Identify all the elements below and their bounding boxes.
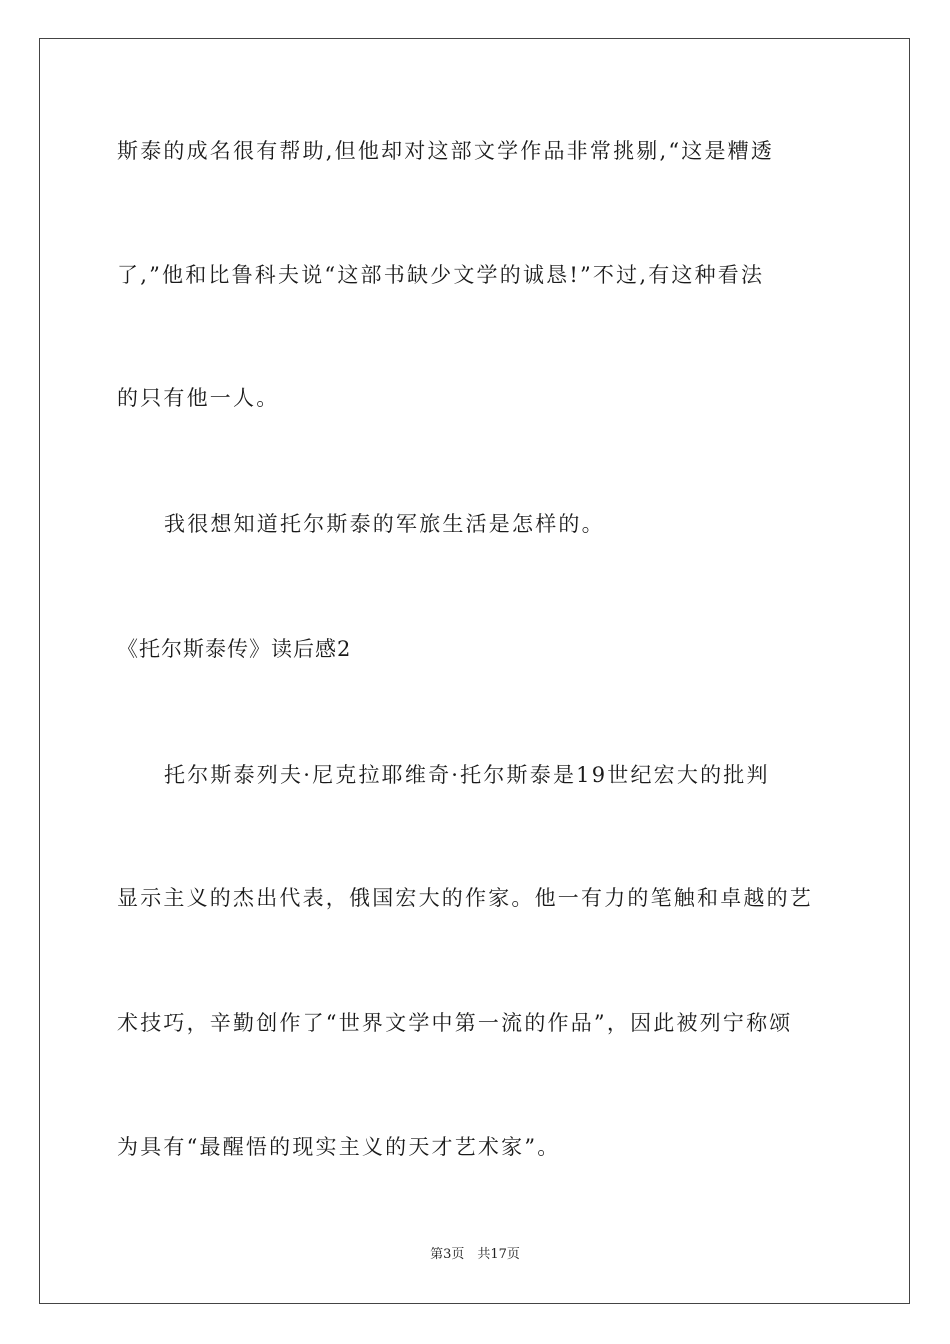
body-text-line: 显示主义的杰出代表，俄国宏大的作家。他一有力的笔触和卓越的艺 bbox=[117, 886, 813, 910]
body-text-line: 为具有“最醒悟的现实主义的天才艺术家”。 bbox=[117, 1135, 561, 1159]
body-text-line: 托尔斯泰列夫·尼克拉耶维奇·托尔斯泰是19世纪宏大的批判 bbox=[164, 763, 770, 787]
body-text-line: 的只有他一人。 bbox=[117, 386, 280, 410]
body-text-line: 了,”他和比鲁科夫说“这部书缺少文学的诚恳!”不过,有这种看法 bbox=[117, 263, 765, 287]
page-border bbox=[39, 38, 910, 1304]
body-text-line: 术技巧，辛勤创作了“世界文学中第一流的作品”，因此被列宁称颂 bbox=[117, 1011, 793, 1035]
page-number-footer: 第3页 共17页 bbox=[430, 1247, 520, 1262]
body-text-line: 我很想知道托尔斯泰的军旅生活是怎样的。 bbox=[164, 512, 605, 536]
body-text-line: 斯泰的成名很有帮助,但他却对这部文学作品非常挑剔,“这是糟透 bbox=[117, 139, 775, 163]
section-heading: 《托尔斯泰传》读后感2 bbox=[117, 637, 352, 661]
